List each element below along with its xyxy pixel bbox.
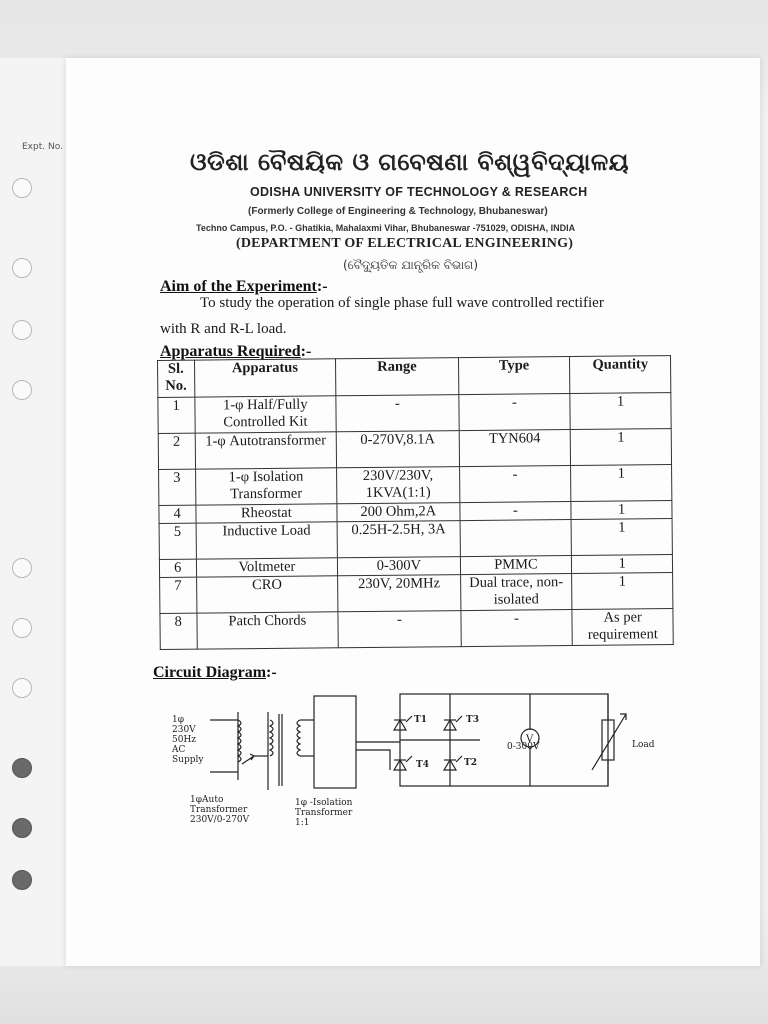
cell-apparatus: 1-φ Half/Fully Controlled Kit <box>194 396 336 433</box>
expt-no-label: Expt. No. <box>22 142 63 152</box>
cell-type: - <box>458 394 570 431</box>
apparatus-table-body <box>158 393 673 650</box>
table-row <box>159 465 672 506</box>
column-header-range: Range <box>336 358 459 396</box>
aim-heading-text: Aim of the Experiment <box>160 278 317 295</box>
table-row <box>158 429 671 470</box>
punch-hole <box>12 678 32 698</box>
campus-address: Techno Campus, P.O. - Ghatikia, Mahalaxmi Vihar, Bhubaneswar -751029, ODISHA, INDIA <box>196 223 576 233</box>
punch-hole <box>12 258 32 278</box>
cell-type: PMMC <box>460 556 572 575</box>
cell-sl: 2 <box>158 433 195 469</box>
thyristor-t2 <box>444 756 462 770</box>
university-name: ODISHA UNIVERSITY OF TECHNOLOGY & RESEARCH <box>250 185 588 199</box>
supply-label <box>172 715 203 765</box>
apparatus-heading-suffix: :- <box>300 343 312 360</box>
cell-quantity: 1 <box>571 465 672 502</box>
punch-hole <box>12 818 32 838</box>
table-row <box>159 519 672 560</box>
cell-sl: 5 <box>159 523 196 559</box>
odia-university-name: ଓଡିଶା ବୈଷୟିକ ଓ ଗବେଷଣା ବିଶ୍ୱବିଦ୍ୟାଳୟ <box>190 148 630 176</box>
auto-label-line: 1φAuto <box>190 795 224 805</box>
punch-hole <box>12 380 32 400</box>
punch-hole <box>12 618 32 638</box>
cell-apparatus: Patch Chords <box>196 612 338 649</box>
cell-apparatus: 1-φ Isolation Transformer <box>195 468 337 505</box>
cell-range: 0-270V,8.1A <box>336 431 459 468</box>
auto-transformer-label <box>190 795 249 825</box>
isolation-transformer-label <box>295 798 352 828</box>
column-header-quantity: Quantity <box>570 356 671 394</box>
cell-type: Dual trace, non-isolated <box>460 574 572 611</box>
supply-label-line: 50Hz <box>172 735 197 745</box>
apparatus-heading-text: Apparatus Required <box>160 343 301 360</box>
cell-range: 200 Ohm,2A <box>337 503 459 522</box>
column-header-sl: Sl. No. <box>158 360 195 397</box>
table-header-row <box>158 356 671 398</box>
cell-type: - <box>460 610 572 647</box>
cell-quantity: 1 <box>572 555 673 574</box>
bridge-input-bottom <box>356 750 390 770</box>
thyristor-t4 <box>394 756 412 770</box>
cell-sl: 6 <box>159 559 196 577</box>
department-odia: (ବୈଦ୍ୟୁତିକ ଯାନ୍ତ୍ରିକ ବିଭାଗ) <box>343 258 479 272</box>
cell-quantity: 1 <box>572 573 673 610</box>
cell-type: - <box>459 502 571 521</box>
supply-label-line: 230V <box>172 725 196 735</box>
cell-apparatus: 1-φ Autotransformer <box>195 432 337 469</box>
column-header-apparatus: Apparatus <box>194 359 336 397</box>
cell-type: TYN604 <box>459 430 571 467</box>
auto-label-line: Transformer <box>190 805 248 815</box>
circuit-heading <box>153 664 277 682</box>
iso-label-line: Transformer <box>295 808 353 818</box>
cell-apparatus: CRO <box>196 576 338 613</box>
table-row <box>160 573 673 614</box>
aim-heading-suffix: :- <box>316 278 328 295</box>
cell-quantity: 1 <box>571 501 672 520</box>
cell-apparatus: Voltmeter <box>196 558 338 577</box>
thyristor-t1 <box>394 716 412 730</box>
punch-hole <box>12 178 32 198</box>
cell-type: - <box>459 466 571 503</box>
cell-range: 0-300V <box>338 557 460 576</box>
voltmeter-letter: V <box>526 734 534 745</box>
cell-apparatus: Inductive Load <box>196 522 338 559</box>
supply-label-line: 1φ <box>172 715 185 725</box>
auto-label-line: 230V/0-270V <box>190 815 250 825</box>
punch-hole <box>12 558 32 578</box>
cell-apparatus: Rheostat <box>195 504 337 523</box>
supply-label-line: AC <box>172 745 186 755</box>
circuit-heading-text: Circuit Diagram <box>153 664 267 681</box>
table-row <box>160 609 673 650</box>
load-label: Load <box>632 740 655 750</box>
cell-sl: 7 <box>160 577 197 613</box>
cell-quantity: As per requirement <box>572 609 673 646</box>
iso-label-line: 1φ -Isolation <box>295 798 353 808</box>
punch-hole <box>12 320 32 340</box>
punch-hole <box>12 758 32 778</box>
cell-type <box>460 520 572 557</box>
aim-text-line-1: To study the operation of single phase full wave controlled rectifier <box>200 295 604 311</box>
cell-sl: 8 <box>160 613 197 649</box>
cell-range: 230V/230V, 1KVA(1:1) <box>337 467 460 504</box>
thyristor-t3 <box>444 716 462 730</box>
t3-label: T3 <box>466 715 479 725</box>
cell-range: - <box>338 611 461 648</box>
column-header-type: Type <box>458 357 570 395</box>
voltmeter-range-label: 0-300V <box>507 742 540 752</box>
table-row <box>158 393 671 434</box>
punch-hole <box>12 870 32 890</box>
circuit-heading-suffix: :- <box>266 664 277 681</box>
formerly-line: (Formerly College of Engineering & Technology, Bhubaneswar) <box>248 206 548 217</box>
cell-range: - <box>336 395 459 432</box>
department-name: (DEPARTMENT OF ELECTRICAL ENGINEERING) <box>236 236 574 251</box>
autotransformer-coil <box>238 712 254 780</box>
apparatus-table <box>157 355 674 650</box>
cell-sl: 1 <box>158 397 195 433</box>
aim-heading <box>160 278 328 296</box>
t4-label: T4 <box>416 760 429 770</box>
cell-sl: 4 <box>159 505 196 523</box>
supply-label-line: Supply <box>172 755 204 765</box>
cell-quantity: 1 <box>571 519 672 556</box>
cell-sl: 3 <box>159 469 196 505</box>
t1-label: T1 <box>414 715 427 725</box>
binder-margin <box>0 58 67 966</box>
cell-quantity: 1 <box>571 429 672 466</box>
isolation-transformer-box <box>314 696 356 788</box>
aim-text-line-2: with R and R-L load. <box>160 321 287 337</box>
cell-range: 0.25H-2.5H, 3A <box>337 521 460 558</box>
iso-label-line: 1:1 <box>295 818 310 828</box>
cell-quantity: 1 <box>570 393 671 430</box>
cell-range: 230V, 20MHz <box>338 575 461 612</box>
isolation-transformer <box>254 712 300 790</box>
t2-label: T2 <box>464 758 477 768</box>
